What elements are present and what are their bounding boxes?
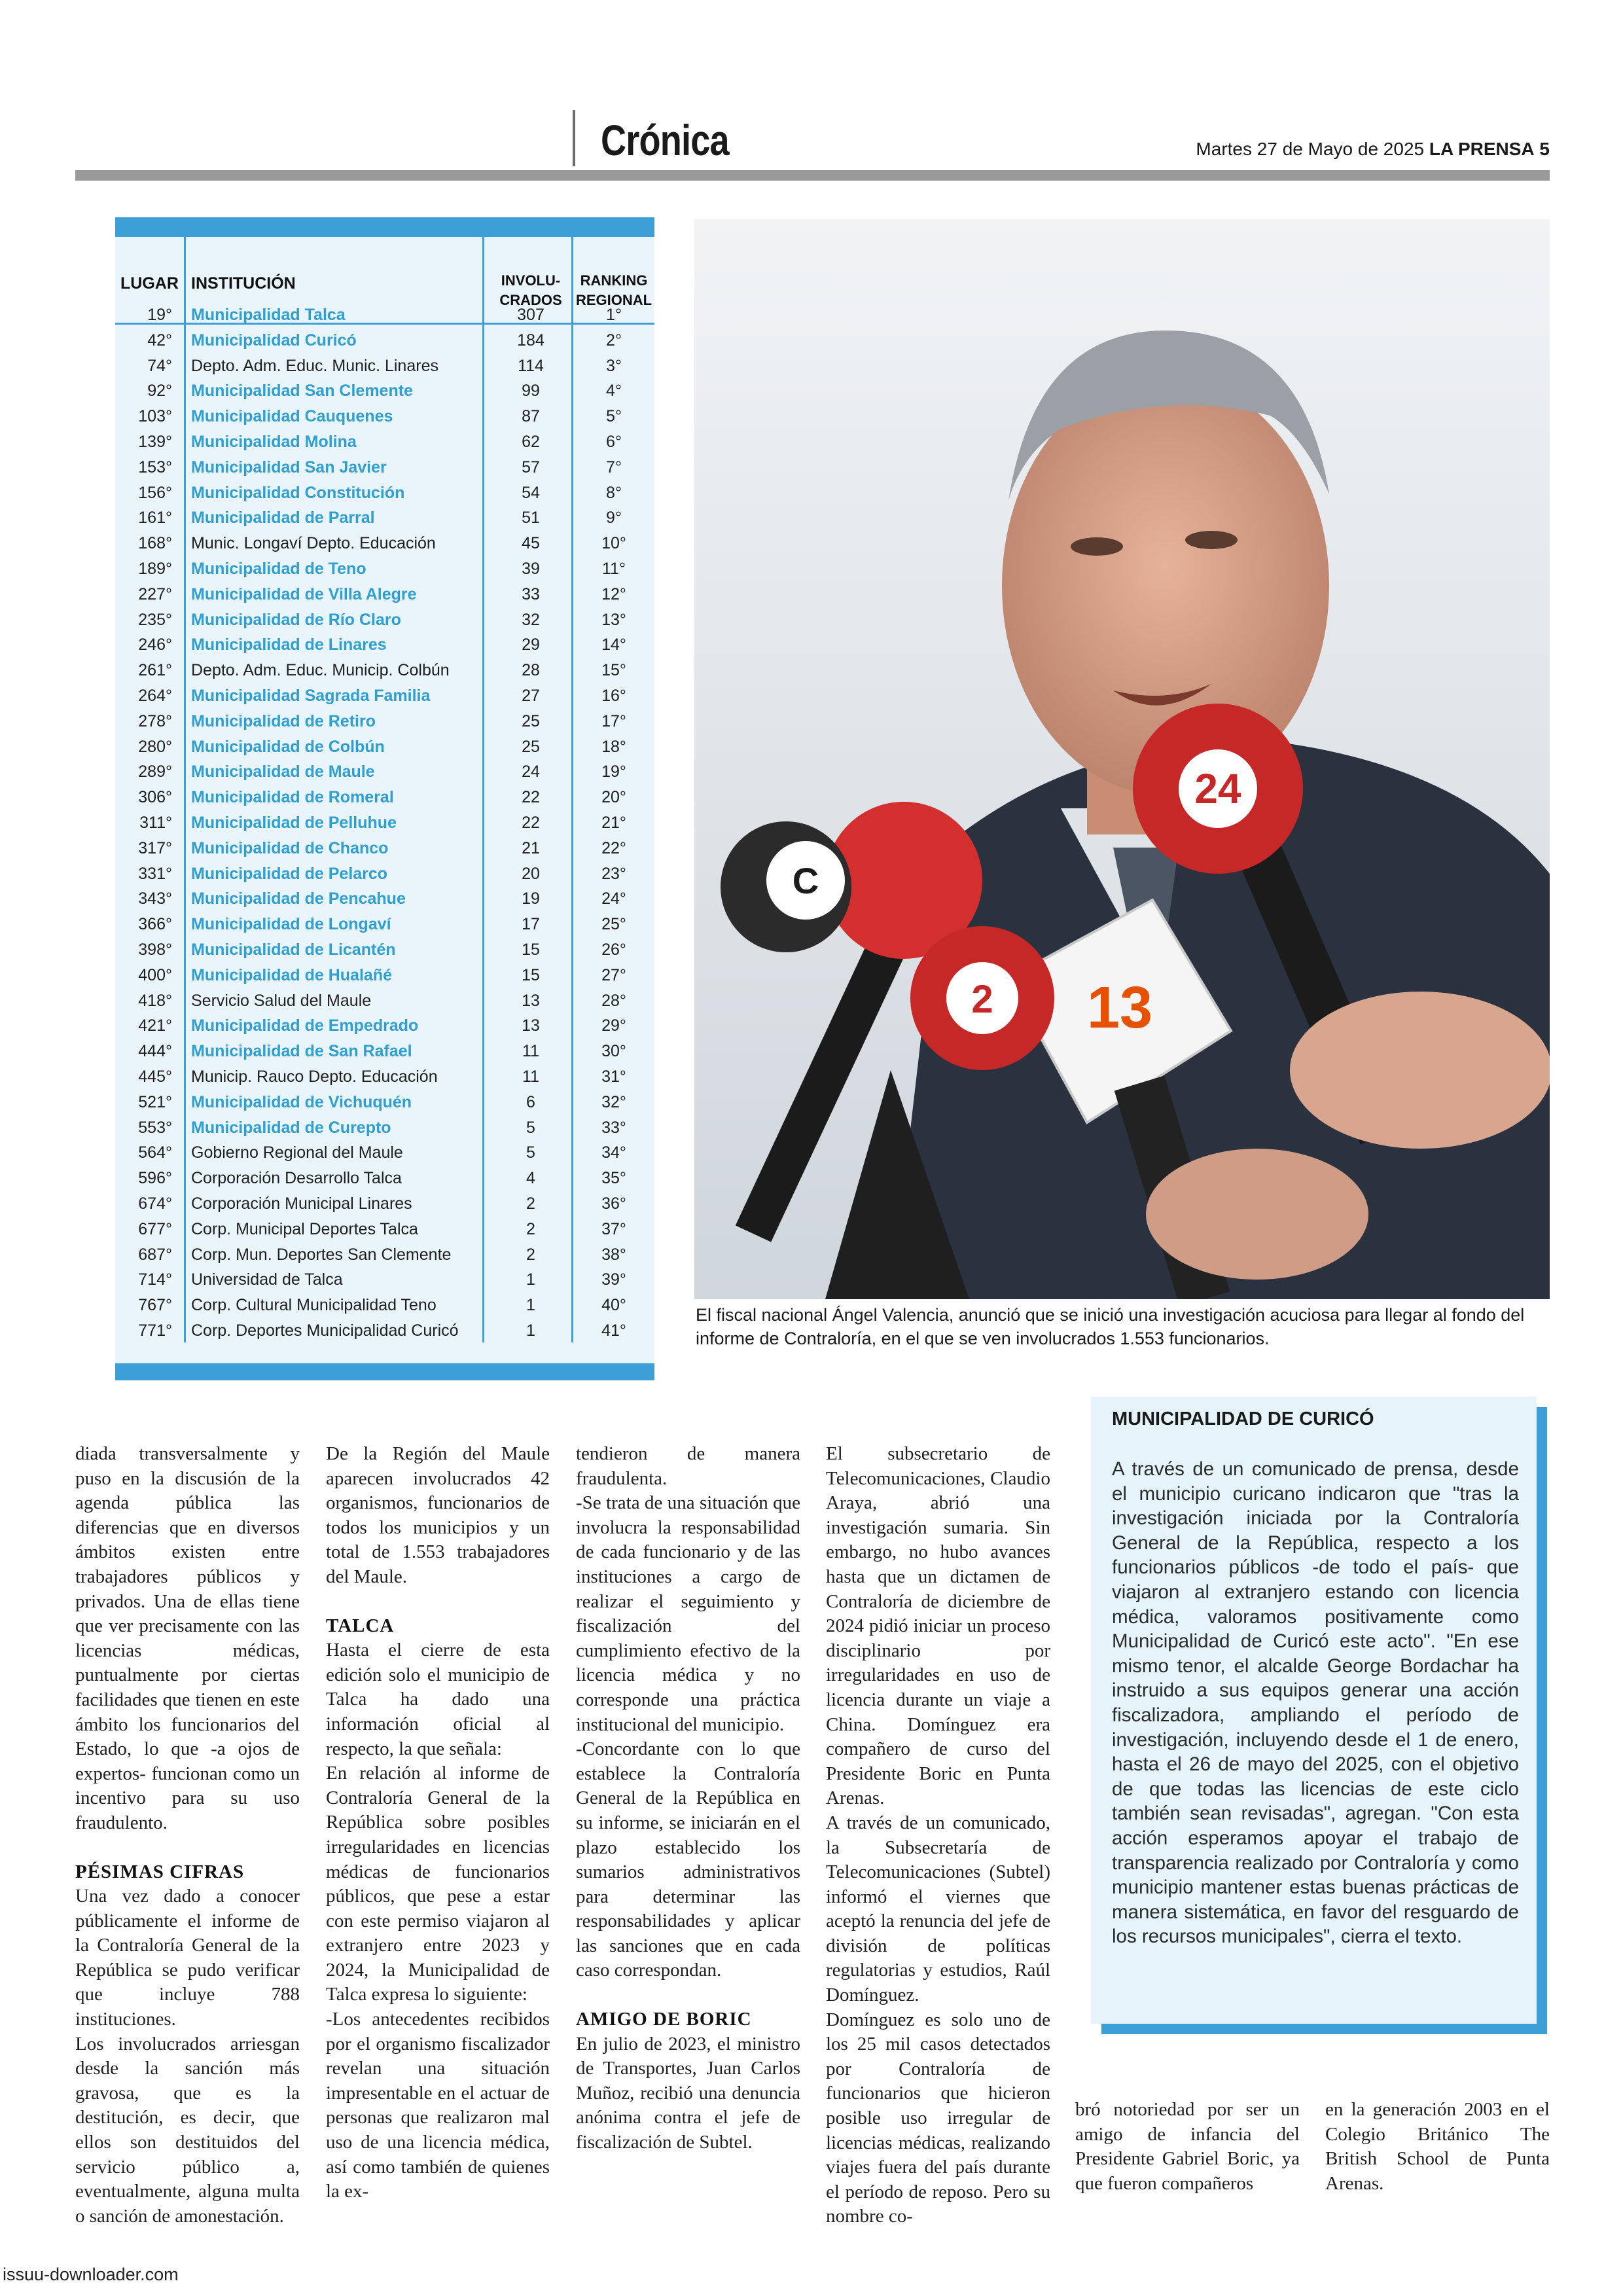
table-row xyxy=(115,607,654,633)
cell-institucion: Municipalidad Curicó xyxy=(191,331,357,350)
cell-institucion: Municipalidad Constitución xyxy=(191,483,405,502)
cell-institucion: Corp. Municipal Deportes Talca xyxy=(191,1219,418,1238)
cell-involucrados: 24 xyxy=(522,762,540,781)
table-row xyxy=(115,531,654,556)
table-row xyxy=(115,785,654,810)
cell-involucrados: 15 xyxy=(522,965,540,984)
cell-institucion: Municipalidad de Pelluhue xyxy=(191,814,397,832)
cell-lugar: 418° xyxy=(138,991,172,1010)
table-row xyxy=(115,1166,654,1191)
table-row xyxy=(115,709,654,734)
cell-lugar: 278° xyxy=(138,711,172,730)
cell-lugar: 366° xyxy=(138,915,172,934)
cell-involucrados: 19 xyxy=(522,889,540,908)
table-row xyxy=(115,1318,654,1344)
cell-institucion: Municipalidad Sagrada Familia xyxy=(191,687,431,705)
subheading-pesimas-cifras: PÉSIMAS CIFRAS xyxy=(75,1861,245,1882)
cell-lugar: 444° xyxy=(138,1042,172,1061)
table-row xyxy=(115,378,654,404)
cell-involucrados: 5 xyxy=(526,1118,535,1137)
cell-lugar: 156° xyxy=(138,483,172,502)
cell-involucrados: 307 xyxy=(517,306,544,324)
cell-lugar: 42° xyxy=(147,331,172,350)
cell-involucrados: 22 xyxy=(522,814,540,832)
cell-institucion: Municipalidad de Parral xyxy=(191,509,375,528)
table-row xyxy=(115,1267,654,1293)
cell-institucion: Municipalidad de Vichuquén xyxy=(191,1092,412,1111)
table-row xyxy=(115,404,654,429)
cell-ranking: 34° xyxy=(601,1143,626,1162)
cell-institucion: Munic. Longaví Depto. Educación xyxy=(191,534,436,553)
article-paragraph: -Concordante con lo que establece la Contraloría General de la República en su informe, se iniciarán en el plazo establecido los sumarios administrativos para determinar las responsabilidades y aplicar las sanciones que en cada caso correspondan. xyxy=(576,1738,800,1981)
table-bottom-bar xyxy=(115,1363,654,1380)
article-paragraph: De la Región del Maule aparecen involucrados 42 organismos, funcionarios de todos los municipios y un total de 1.553 trabajadores del Maule. xyxy=(326,1443,550,1587)
cell-ranking: 8° xyxy=(606,483,622,502)
cell-involucrados: 114 xyxy=(518,356,544,375)
article-paragraph: Hasta el cierre de esta edición solo el municipio de Talca ha dado una información oficial al respecto, la que señala: xyxy=(326,1640,550,1759)
cell-lugar: 103° xyxy=(138,407,172,426)
table-row xyxy=(115,683,654,709)
cell-institucion: Municipalidad de Pelarco xyxy=(191,864,388,883)
cell-lugar: 153° xyxy=(138,457,172,476)
cell-lugar: 264° xyxy=(138,687,172,705)
cell-lugar: 74° xyxy=(147,356,172,375)
cell-lugar: 596° xyxy=(138,1169,172,1188)
cell-ranking: 27° xyxy=(601,965,626,984)
table-top-bar xyxy=(115,217,654,237)
table-row xyxy=(115,353,654,379)
table-row xyxy=(115,302,654,328)
cell-involucrados: 11 xyxy=(522,1042,539,1061)
cell-lugar: 564° xyxy=(138,1143,172,1162)
table-row xyxy=(115,759,654,785)
cell-lugar: 227° xyxy=(138,584,172,603)
cell-institucion: Municip. Rauco Depto. Educación xyxy=(191,1067,438,1086)
cell-ranking: 6° xyxy=(606,433,622,451)
cell-ranking: 33° xyxy=(601,1118,626,1137)
table-row xyxy=(115,836,654,861)
table-row xyxy=(115,480,654,506)
cell-involucrados: 32 xyxy=(522,610,540,629)
photo-illustration xyxy=(694,219,1550,1299)
table-row xyxy=(115,1191,654,1217)
cell-lugar: 161° xyxy=(138,509,172,528)
subheading-talca: TALCA xyxy=(326,1615,395,1636)
cell-ranking: 3° xyxy=(606,356,622,375)
cell-involucrados: 99 xyxy=(522,382,540,401)
cell-institucion: Municipalidad San Clemente xyxy=(191,382,413,401)
cell-involucrados: 57 xyxy=(522,457,540,476)
cell-involucrados: 2 xyxy=(526,1194,535,1213)
cell-lugar: 331° xyxy=(138,864,172,883)
cell-ranking: 39° xyxy=(601,1270,626,1289)
cell-institucion: Municipalidad de Villa Alegre xyxy=(191,584,417,603)
table-row xyxy=(115,1217,654,1242)
table-row xyxy=(115,1013,654,1039)
cell-institucion: Depto. Adm. Educ. Municip. Colbún xyxy=(191,661,450,680)
cell-involucrados: 21 xyxy=(522,838,540,857)
cell-involucrados: 51 xyxy=(522,509,540,528)
cell-institucion: Municipalidad de Chanco xyxy=(191,838,389,857)
cell-lugar: 289° xyxy=(138,762,172,781)
table-row xyxy=(115,937,654,963)
cell-involucrados: 17 xyxy=(522,915,540,934)
cell-institucion: Municipalidad de Longaví xyxy=(191,915,391,934)
cell-involucrados: 25 xyxy=(522,737,540,756)
cell-involucrados: 13 xyxy=(522,991,540,1010)
article-paragraph: A través de un comunicado, la Subsecretaría de Telecomunicaciones (Subtel) informó el viernes que aceptó la renuncia del jefe de división de políticas regulatorias y estudios, Raúl Domínguez. xyxy=(826,1812,1050,2006)
table-row xyxy=(115,810,654,836)
table-row xyxy=(115,734,654,760)
cell-lugar: 19° xyxy=(147,306,172,324)
cell-ranking: 5° xyxy=(606,407,622,426)
table-row xyxy=(115,1242,654,1268)
cell-ranking: 14° xyxy=(601,636,626,655)
header-bar xyxy=(75,170,1550,181)
cell-lugar: 767° xyxy=(138,1296,172,1315)
cell-lugar: 189° xyxy=(138,560,172,578)
article-paragraph: El subsecretario de Telecomunicaciones, Claudio Araya, abrió una investigación sumaria. Sin embargo, no hubo avances hasta que un dictamen de Contraloría de diciembre de 2024 pidió iniciar un proceso disciplinario por irregularidades en uso de licencia durante un viaje a China. Domínguez era compañero de curso del Presidente Boric en Punta Arenas. xyxy=(826,1443,1050,1809)
mic-label-24: 24 xyxy=(1194,765,1241,812)
cell-involucrados: 2 xyxy=(526,1245,535,1264)
sidebar-title: MUNICIPALIDAD DE CURICÓ xyxy=(1112,1408,1374,1429)
cell-ranking: 31° xyxy=(601,1067,626,1086)
header-institucion: INSTITUCIÓN xyxy=(191,274,296,293)
cell-institucion: Municipalidad de Río Claro xyxy=(191,610,401,629)
news-photo xyxy=(694,219,1550,1299)
ranking-table xyxy=(115,217,654,1380)
header-involucrados-line2: CRADOS xyxy=(499,292,562,308)
cell-institucion: Universidad de Talca xyxy=(191,1270,343,1289)
cell-involucrados: 13 xyxy=(522,1016,540,1035)
cell-lugar: 139° xyxy=(138,433,172,451)
cell-lugar: 398° xyxy=(138,941,172,959)
cell-ranking: 28° xyxy=(601,991,626,1010)
cell-lugar: 553° xyxy=(138,1118,172,1137)
cell-institucion: Municipalidad de Curepto xyxy=(191,1118,391,1137)
mic-label-13: 13 xyxy=(1086,975,1153,1041)
cell-institucion: Municipalidad de Romeral xyxy=(191,788,394,807)
cell-institucion: Servicio Salud del Maule xyxy=(191,991,372,1010)
table-row xyxy=(115,988,654,1014)
cell-involucrados: 33 xyxy=(522,584,540,603)
cell-lugar: 445° xyxy=(138,1067,172,1086)
table-row xyxy=(115,861,654,887)
cell-institucion: Municipalidad de Retiro xyxy=(191,711,376,730)
cell-involucrados: 62 xyxy=(522,433,540,451)
article-paragraph: Una vez dado a conocer públicamente el informe de la Contraloría General de la República se pudo verificar que incluye 788 instituciones. xyxy=(75,1886,300,2030)
header-involucrados-line1: INVOLU- xyxy=(501,272,561,289)
cell-ranking: 24° xyxy=(601,889,626,908)
cell-institucion: Municipalidad Cauquenes xyxy=(191,407,393,426)
header-dateline xyxy=(1196,139,1550,160)
article-paragraph: En relación al informe de Contraloría General de la República sobre posibles irregularidades en licencias médicas de funcionarios públicos, que pese a estar con este permiso viajaron al extranjero entre 2023 y 2024, la Municipalidad de Talca expresa lo siguiente: xyxy=(326,1763,550,2005)
cell-involucrados: 22 xyxy=(522,788,540,807)
cell-ranking: 10° xyxy=(601,534,626,553)
cell-ranking: 9° xyxy=(606,509,622,528)
cell-lugar: 521° xyxy=(138,1092,172,1111)
cell-lugar: 343° xyxy=(138,889,172,908)
cell-lugar: 280° xyxy=(138,737,172,756)
article-column-6 xyxy=(1325,2098,1550,2196)
cell-ranking: 40° xyxy=(601,1296,626,1315)
table-row xyxy=(115,582,654,607)
cell-ranking: 18° xyxy=(601,737,626,756)
table-row xyxy=(115,429,654,455)
cell-involucrados: 2 xyxy=(526,1219,535,1238)
subheading-amigo-de-boric: AMIGO DE BORIC xyxy=(576,2009,752,2030)
table-row xyxy=(115,1064,654,1090)
cell-ranking: 36° xyxy=(601,1194,626,1213)
cell-involucrados: 15 xyxy=(522,941,540,959)
cell-institucion: Corporación Municipal Linares xyxy=(191,1194,412,1213)
cell-lugar: 306° xyxy=(138,788,172,807)
cell-involucrados: 27 xyxy=(522,687,540,705)
cell-lugar: 311° xyxy=(139,814,172,832)
table-row xyxy=(115,632,654,658)
cell-institucion: Municipalidad de Pencahue xyxy=(191,889,406,908)
cell-ranking: 17° xyxy=(601,711,626,730)
cell-involucrados: 20 xyxy=(522,864,540,883)
cell-lugar: 674° xyxy=(138,1194,172,1213)
cell-ranking: 32° xyxy=(601,1092,626,1111)
table-row xyxy=(115,328,654,353)
cell-involucrados: 1 xyxy=(526,1321,535,1340)
cell-ranking: 4° xyxy=(606,382,622,401)
cell-ranking: 22° xyxy=(601,838,626,857)
cell-institucion: Municipalidad San Javier xyxy=(191,457,387,476)
cell-ranking: 19° xyxy=(601,762,626,781)
cell-ranking: 23° xyxy=(601,864,626,883)
cell-involucrados: 6 xyxy=(526,1092,535,1111)
cell-involucrados: 1 xyxy=(526,1270,535,1289)
table-row xyxy=(115,1293,654,1318)
cell-lugar: 261° xyxy=(138,661,172,680)
cell-lugar: 235° xyxy=(138,610,172,629)
cell-institucion: Municipalidad Molina xyxy=(191,433,357,451)
article-paragraph: Domínguez es solo uno de los 25 mil casos detectados por Contraloría de funcionarios que hicieron posible uso irregular de licencias médicas, realizando viajes fuera del país durante el período de reposo. Pero su nombre co- xyxy=(826,2009,1050,2227)
article-paragraph: diada transversalmente y puso en la discusión de la agenda pública las diferencias que en diversos ámbitos existen entre trabajadores públicos y privados. Una de ellas tiene que ver precisamente con las licencias médicas, puntualmente por ciertas facilidades que tienen en este ámbito los funcionarios del Estado, lo que -a ojos de expertos- funcionan como un incentivo para su uso fraudulento. xyxy=(75,1443,300,1833)
table-row xyxy=(115,912,654,937)
cell-involucrados: 11 xyxy=(522,1067,539,1086)
cell-institucion: Corp. Cultural Municipalidad Teno xyxy=(191,1296,437,1315)
article-column-4 xyxy=(826,1442,1050,2229)
article-column-5 xyxy=(1075,2098,1300,2196)
cell-ranking: 26° xyxy=(601,941,626,959)
cell-ranking: 37° xyxy=(601,1219,626,1238)
cell-institucion: Municipalidad de Teno xyxy=(191,560,366,578)
cell-ranking: 25° xyxy=(601,915,626,934)
article-paragraph: En julio de 2023, el ministro de Transportes, Juan Carlos Muñoz, recibió una denuncia anónima contra el jefe de fiscalización de Subtel. xyxy=(576,2033,800,2153)
header-divider xyxy=(573,110,575,166)
article-column-3 xyxy=(576,1442,800,2155)
cell-lugar: 771° xyxy=(138,1321,172,1340)
table-row xyxy=(115,1039,654,1064)
cell-institucion: Municipalidad de Empedrado xyxy=(191,1016,419,1035)
cell-ranking: 20° xyxy=(601,788,626,807)
table-row xyxy=(115,556,654,582)
article-paragraph: Los involucrados arriesgan desde la sanción más gravosa, que es la destitución, es decir, que ellos son destituidos del servicio público a, eventualmente, alguna multa o sanción de amonestación. xyxy=(75,2033,300,2227)
cell-involucrados: 5 xyxy=(526,1143,535,1162)
cell-involucrados: 87 xyxy=(522,407,540,426)
article-paragraph: -Los antecedentes recibidos por el organismo fiscalizador revelan una situación impresentable en el actuar de personas que realizaron mal uso de una licencia médica, así como también de quienes la ex- xyxy=(326,2009,550,2202)
cell-ranking: 16° xyxy=(601,687,626,705)
cell-involucrados: 1 xyxy=(526,1296,535,1315)
cell-ranking: 21° xyxy=(601,814,626,832)
cell-ranking: 38° xyxy=(601,1245,626,1264)
cell-lugar: 168° xyxy=(138,534,172,553)
article-paragraph: bró notoriedad por ser un amigo de infancia del Presidente Gabriel Boric, ya que fueron compañeros xyxy=(1075,2099,1300,2194)
cell-institucion: Municipalidad Talca xyxy=(191,306,346,324)
cell-institucion: Municipalidad de Licantén xyxy=(191,941,396,959)
cell-ranking: 15° xyxy=(601,661,626,680)
cell-involucrados: 54 xyxy=(522,483,540,502)
header-date: Martes 27 de Mayo de 2025 xyxy=(1196,139,1425,159)
page-number: 5 xyxy=(1539,139,1550,159)
cell-lugar: 714° xyxy=(138,1270,172,1289)
table-row xyxy=(115,505,654,531)
cell-institucion: Corp. Mun. Deportes San Clemente xyxy=(191,1245,452,1264)
table-row xyxy=(115,1115,654,1141)
cell-involucrados: 45 xyxy=(522,534,540,553)
cell-ranking: 29° xyxy=(601,1016,626,1035)
cell-involucrados: 4 xyxy=(526,1169,535,1188)
cell-institucion: Municipalidad de San Rafael xyxy=(191,1042,412,1061)
cell-institucion: Municipalidad de Linares xyxy=(191,636,387,655)
cell-institucion: Municipalidad de Colbún xyxy=(191,737,385,756)
cell-involucrados: 28 xyxy=(522,661,540,680)
cell-institucion: Gobierno Regional del Maule xyxy=(191,1143,403,1162)
table-row xyxy=(115,658,654,683)
header-lugar: LUGAR xyxy=(120,274,179,293)
table-row xyxy=(115,963,654,988)
cell-ranking: 1° xyxy=(606,306,622,324)
watermark-text: issuu-downloader.com xyxy=(3,2265,179,2284)
cell-institucion: Municipalidad de Hualañé xyxy=(191,965,392,984)
article-paragraph: -Se trata de una situación que involucra la responsabilidad de cada funcionario y de las instituciones a cargo de realizar el seguimiento y fiscalización del cumplimiento efectivo de la licencia médica y no corresponde una práctica institucional del municipio. xyxy=(576,1492,800,1735)
section-title: Crónica xyxy=(601,116,729,164)
cell-involucrados: 39 xyxy=(522,560,540,578)
header-ranking-line1: RANKING xyxy=(580,272,648,289)
article-column-2 xyxy=(326,1442,550,2204)
table-row xyxy=(115,455,654,480)
cell-lugar: 92° xyxy=(147,382,172,401)
cell-lugar: 677° xyxy=(138,1219,172,1238)
cell-ranking: 35° xyxy=(601,1169,626,1188)
cell-ranking: 11° xyxy=(602,560,626,578)
cell-institucion: Corp. Deportes Municipalidad Curicó xyxy=(191,1321,459,1340)
table-row xyxy=(115,1090,654,1115)
cell-involucrados: 29 xyxy=(522,636,540,655)
mic-label-c: C xyxy=(792,860,819,901)
cell-institucion: Corporación Desarrollo Talca xyxy=(191,1169,402,1188)
article-paragraph: tendieron de manera fraudulenta. xyxy=(576,1443,800,1489)
cell-ranking: 12° xyxy=(601,584,626,603)
article-column-1 xyxy=(75,1442,300,2229)
header-ranking-line2: REGIONAL xyxy=(575,292,652,308)
article-paragraph: en la generación 2003 en el Colegio Británico The British School de Punta Arenas. xyxy=(1325,2099,1550,2194)
cell-lugar: 400° xyxy=(138,965,172,984)
cell-ranking: 7° xyxy=(606,457,622,476)
publication-name: LA PRENSA xyxy=(1429,139,1535,159)
cell-ranking: 2° xyxy=(606,331,622,350)
mic-label-2: 2 xyxy=(971,977,993,1021)
table-row xyxy=(115,1140,654,1166)
cell-institucion: Depto. Adm. Educ. Munic. Linares xyxy=(191,356,438,375)
cell-involucrados: 184 xyxy=(517,331,544,350)
cell-lugar: 317° xyxy=(138,838,172,857)
sidebar-text: A través de un comunicado de prensa, desde el municipio curicano indicaron que "tras la investigación iniciada por la Contraloría General de la República, respecto a los funcionarios públicos -de todo el país- que viajaron al extranjero estando con licencia médica, valoramos positivamente como Municipalidad de Curicó este acto". "En ese mismo tenor, el alcalde George Bordachar ha instruido a sus equipos generar una acción fiscalizadora, ampliando el período de investigación, incluyendo desde el 1 de enero, hasta el 26 de mayo del 2025, con el objetivo de que todas las licencias de este ciclo también sean revisadas", agregan. "Con esta acción esperamos apoyar el trabajo de transparencia realizado por Contraloría y como municipio mantener estas buenas prácticas de manera sistemática, en favor del resguardo de los recursos municipales", cierra el texto. xyxy=(1112,1458,1519,1948)
cell-lugar: 421° xyxy=(138,1016,172,1035)
table-row xyxy=(115,886,654,912)
cell-lugar: 246° xyxy=(138,636,172,655)
sidebar-box xyxy=(1091,1397,1537,2024)
cell-ranking: 13° xyxy=(601,610,626,629)
cell-ranking: 30° xyxy=(601,1042,626,1061)
cell-institucion: Municipalidad de Maule xyxy=(191,762,375,781)
cell-ranking: 41° xyxy=(601,1321,626,1340)
cell-involucrados: 25 xyxy=(522,711,540,730)
cell-lugar: 687° xyxy=(138,1245,172,1264)
photo-caption: El fiscal nacional Ángel Valencia, anunció que se inició una investigación acuciosa para llegar al fondo del informe de Contraloría, en el que se ven involucrados 1.553 funcionarios. xyxy=(696,1305,1525,1348)
